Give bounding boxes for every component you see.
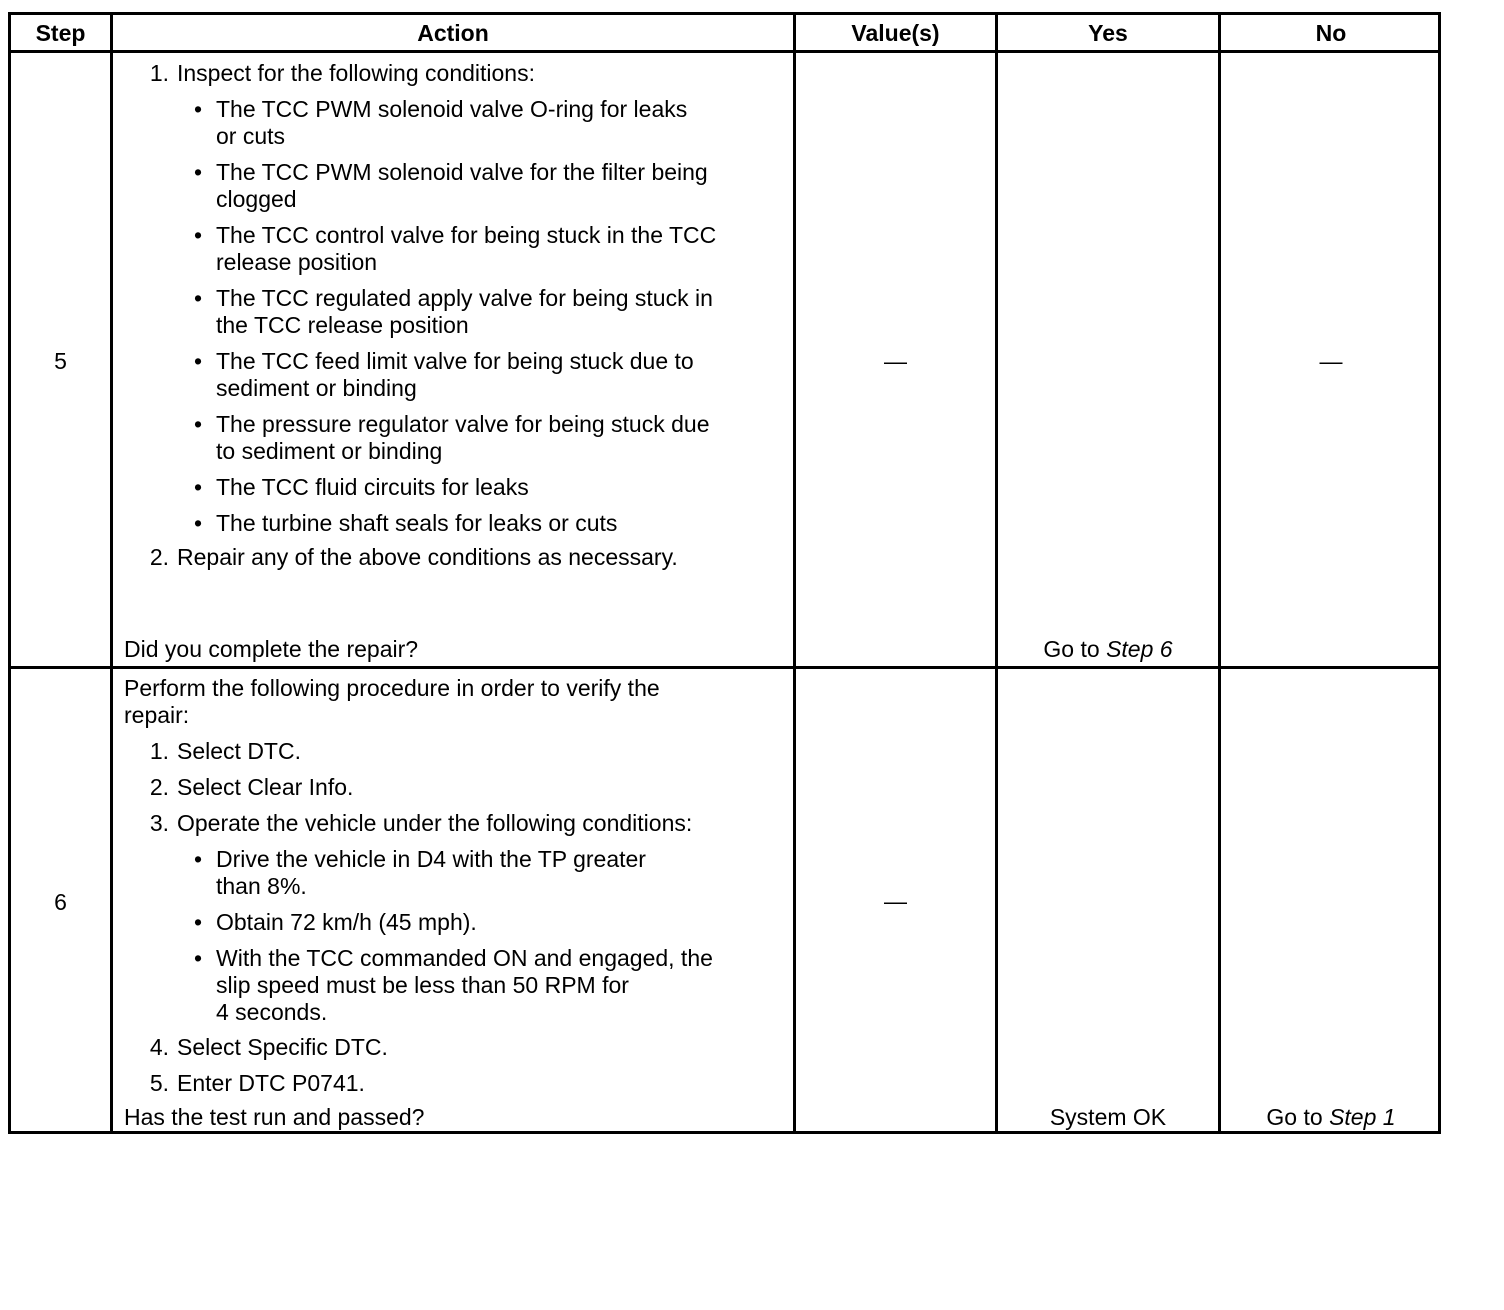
bullet-item [194, 909, 713, 936]
bullet-icon: • [194, 846, 203, 872]
column-divider [995, 15, 998, 1131]
numbered-item [143, 810, 692, 837]
item-number: 1. [149, 60, 169, 86]
bullet-text: clogged [216, 186, 297, 212]
goto-prefix: Go to [1043, 636, 1107, 662]
bullet-line [194, 375, 716, 402]
bullet-icon: • [194, 909, 203, 935]
item-text: Select Clear Info. [177, 774, 354, 800]
item-text: Select DTC. [177, 738, 301, 764]
header-action: Action [417, 20, 489, 46]
numbered-list [143, 738, 692, 846]
item-text: Select Specific DTC. [177, 1034, 388, 1060]
bullet-item [194, 96, 716, 150]
bullet-line [194, 96, 716, 123]
yes-goto-step [998, 636, 1218, 663]
bullet-list [194, 846, 713, 1035]
bullet-icon: • [194, 411, 203, 437]
no-dash: — [1319, 348, 1343, 374]
step-number: 6 [54, 889, 67, 915]
question-text: Has the test run and passed? [124, 1104, 425, 1130]
bullet-line [194, 159, 716, 186]
bullet-text: or cuts [216, 123, 286, 149]
item-number: 2. [149, 774, 169, 800]
bullet-line [194, 285, 716, 312]
bullet-line [194, 249, 716, 276]
bullet-text: the TCC release position [216, 312, 469, 338]
bullet-item [194, 846, 713, 900]
bullet-text: to sediment or binding [216, 438, 443, 464]
bullet-text: sediment or binding [216, 375, 417, 401]
bullet-line [194, 222, 716, 249]
column-divider [793, 15, 796, 1131]
bullet-line [194, 999, 713, 1026]
step-number: 5 [54, 348, 67, 374]
bullet-text: The TCC fluid circuits for leaks [216, 474, 529, 500]
bullet-item [194, 411, 716, 465]
item-text: Repair any of the above conditions as necessary. [177, 544, 678, 570]
bullet-line [194, 312, 716, 339]
numbered-item [143, 774, 692, 801]
diagnostic-table [8, 12, 1441, 1134]
value-dash: — [884, 888, 907, 914]
header-no: No [1315, 20, 1347, 46]
bullet-icon: • [194, 159, 203, 185]
column-divider [110, 15, 113, 1131]
header-step: Step [35, 20, 86, 46]
item-number: 4. [149, 1034, 169, 1060]
bullet-text: slip speed must be less than 50 RPM for [216, 972, 629, 998]
bullet-icon: • [194, 222, 203, 248]
bullet-line [194, 186, 716, 213]
item-number: 5. [149, 1070, 169, 1096]
item-text: Inspect for the following conditions: [177, 60, 535, 86]
bullet-line [194, 972, 713, 999]
no-goto-step [1221, 1104, 1441, 1131]
bullet-line [194, 846, 713, 873]
numbered-item [143, 738, 692, 765]
step-reference: Step 6 [1106, 636, 1173, 662]
bullet-text: The TCC control valve for being stuck in the TCC [216, 222, 717, 248]
bullet-icon: • [194, 510, 203, 536]
item-text: Operate the vehicle under the following conditions: [177, 810, 693, 836]
goto-prefix: Go to [1266, 1104, 1330, 1130]
yes-result: System OK [1049, 1104, 1167, 1130]
bullet-icon: • [194, 285, 203, 311]
bullet-text: With the TCC commanded ON and engaged, the [216, 945, 713, 971]
numbered-item [143, 1070, 388, 1097]
bullet-text: The pressure regulator valve for being stuck due [216, 411, 710, 437]
header-yes: Yes [1088, 20, 1128, 46]
item-number: 2. [149, 544, 169, 570]
bullet-icon: • [194, 96, 203, 122]
numbered-list [143, 1034, 388, 1106]
bullet-item [194, 222, 716, 276]
bullet-line [194, 474, 716, 501]
value-dash: — [884, 348, 907, 374]
bullet-line [194, 411, 716, 438]
bullet-item [194, 945, 713, 1026]
item-text: Enter DTC P0741. [177, 1070, 365, 1096]
bullet-text: 4 seconds. [216, 999, 328, 1025]
bullet-item [194, 474, 716, 501]
header-values: Value(s) [851, 20, 940, 46]
bullet-icon: • [194, 348, 203, 374]
question-text: Did you complete the repair? [124, 636, 419, 662]
bullet-line [194, 873, 713, 900]
bullet-item [194, 285, 716, 339]
numbered-item [143, 544, 678, 571]
bullet-list [194, 96, 716, 546]
bullet-text: than 8%. [216, 873, 307, 899]
row-divider [11, 666, 1438, 669]
item-number: 1. [149, 738, 169, 764]
bullet-item [194, 159, 716, 213]
bullet-item [194, 510, 716, 537]
step-reference: Step 1 [1329, 1104, 1396, 1130]
bullet-line [194, 909, 713, 936]
bullet-line [194, 510, 716, 537]
bullet-icon: • [194, 474, 203, 500]
numbered-item [143, 1034, 388, 1061]
bullet-text: The TCC feed limit valve for being stuck due to [216, 348, 694, 374]
bullet-text: The TCC PWM solenoid valve O-ring for leaks [216, 96, 688, 122]
bullet-item [194, 348, 716, 402]
bullet-text: The TCC PWM solenoid valve for the filter being [216, 159, 708, 185]
bullet-text: The TCC regulated apply valve for being stuck in [216, 285, 713, 311]
bullet-icon: • [194, 945, 203, 971]
intro-line: Perform the following procedure in order to verify the [124, 675, 660, 701]
intro-line: repair: [124, 702, 190, 728]
bullet-line [194, 348, 716, 375]
bullet-text: Drive the vehicle in D4 with the TP greater [216, 846, 646, 872]
bullet-line [194, 438, 716, 465]
item-number: 3. [149, 810, 169, 836]
numbered-item [143, 60, 535, 87]
header-divider [11, 50, 1438, 53]
column-divider [1218, 15, 1221, 1131]
bullet-text: The turbine shaft seals for leaks or cuts [216, 510, 618, 536]
bullet-line [194, 123, 716, 150]
bullet-text: release position [216, 249, 378, 275]
bullet-text: Obtain 72 km/h (45 mph). [216, 909, 477, 935]
bullet-line [194, 945, 713, 972]
